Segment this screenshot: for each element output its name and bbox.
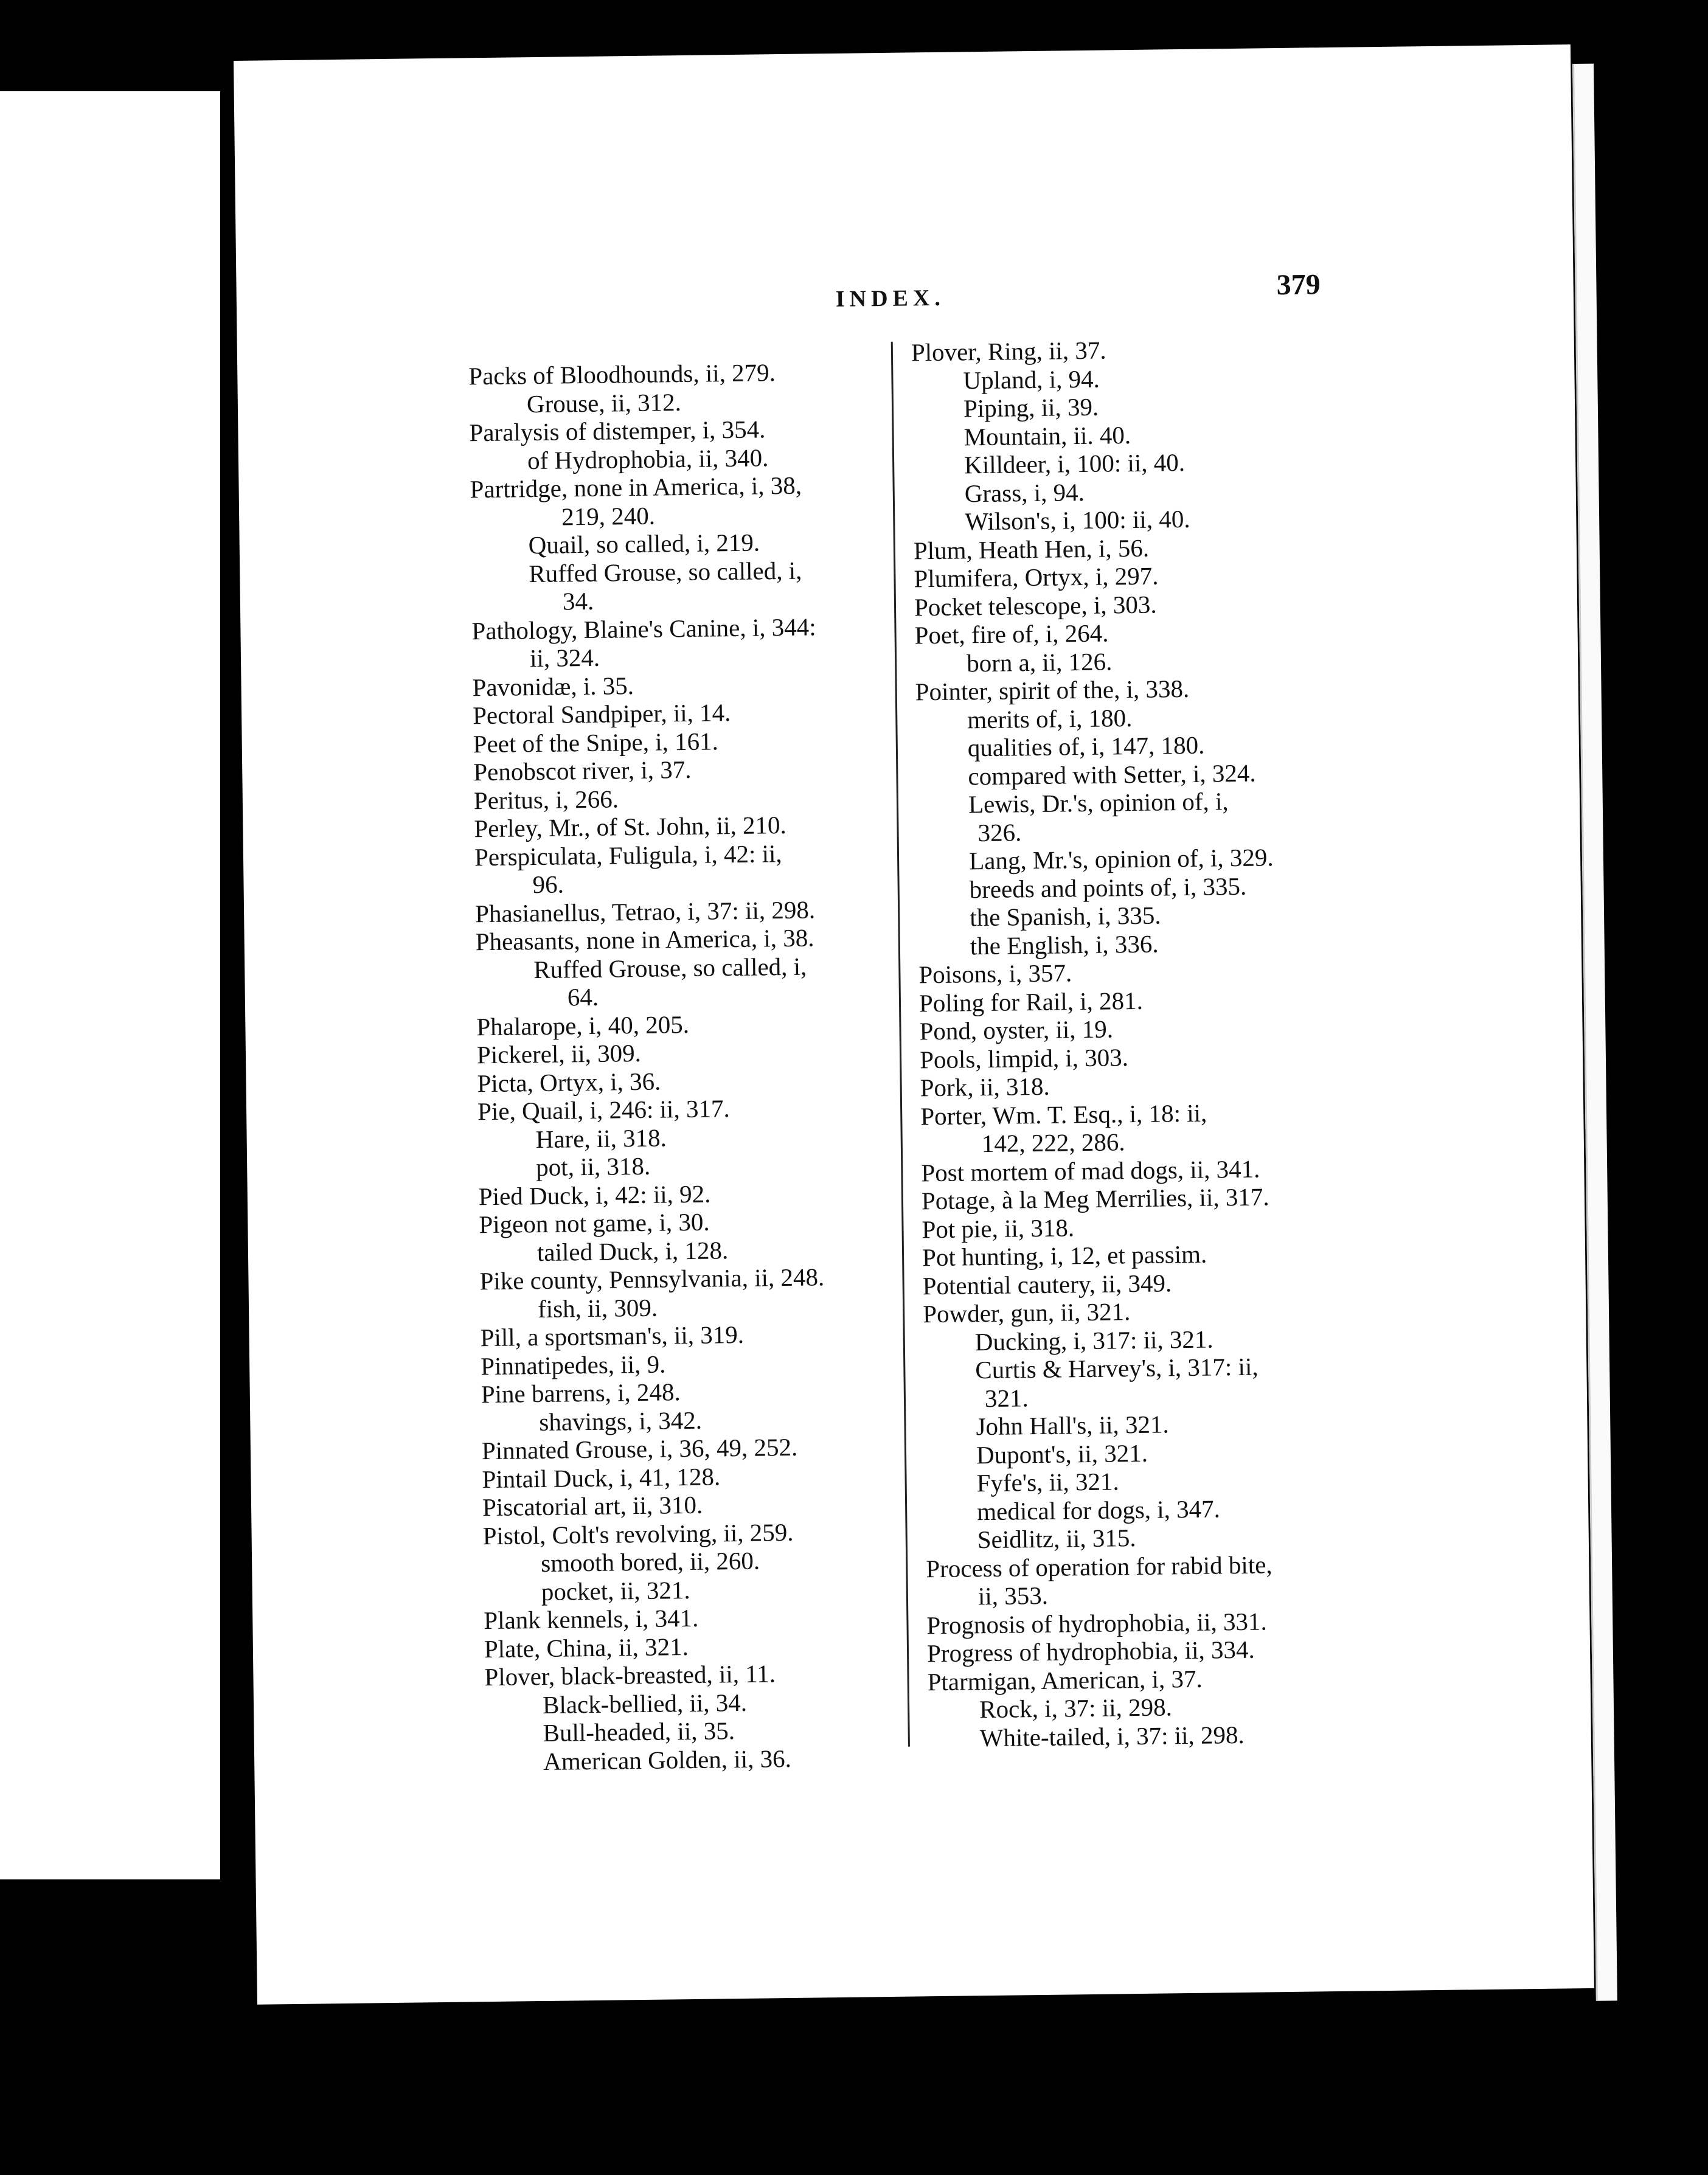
index-entry: Lang, Mr.'s, opinion of, i, 329. (968, 843, 1274, 875)
index-entry: Wilson's, i, 100: ii, 40. (965, 504, 1190, 536)
index-entry: 326. (977, 817, 1022, 847)
index-entry: Perley, Mr., of St. John, ii, 210. (474, 810, 786, 843)
index-entry: Lewis, Dr.'s, opinion of, i, (968, 787, 1229, 819)
index-entry: Pintail Duck, i, 41, 128. (482, 1462, 721, 1493)
index-entry: pocket, ii, 321. (541, 1575, 690, 1606)
index-entry: Dupont's, ii, 321. (976, 1438, 1148, 1469)
index-entry: 34. (562, 586, 594, 616)
index-entry: White-tailed, i, 37: ii, 298. (979, 1720, 1245, 1752)
page-number: 379 (1276, 268, 1321, 302)
index-entry: Potential cautery, ii, 349. (922, 1268, 1172, 1300)
index-entry: medical for dogs, i, 347. (976, 1494, 1221, 1525)
index-entry: Pork, ii, 318. (920, 1072, 1050, 1102)
running-header: INDEX. (835, 285, 946, 312)
index-entry: 96. (532, 870, 564, 899)
index-entry: Perspiculata, Fuligula, i, 42: ii, (474, 839, 782, 871)
index-entry: Quail, so called, i, 219. (528, 528, 760, 560)
index-entry: Plover, Ring, ii, 37. (911, 336, 1106, 367)
index-entry: Phasianellus, Tetrao, i, 37: ii, 298. (474, 895, 816, 928)
index-entry: Plumifera, Ortyx, i, 297. (914, 561, 1159, 593)
index-entry: Post mortem of mad dogs, ii, 341. (921, 1154, 1260, 1187)
index-entry: Fyfe's, ii, 321. (976, 1467, 1119, 1497)
index-entry: Pond, oyster, ii, 19. (919, 1015, 1114, 1046)
index-entry: born a, ii, 126. (966, 647, 1113, 677)
index-entry: compared with Setter, i, 324. (968, 758, 1256, 790)
index-entry: ii, 353. (977, 1581, 1049, 1611)
index-entry: the English, i, 336. (970, 929, 1159, 960)
index-entry: 321. (984, 1383, 1029, 1412)
index-entry: 219, 240. (561, 501, 656, 530)
index-entry: Ruffed Grouse, so called, i, (533, 952, 807, 983)
index-entry: John Hall's, ii, 321. (976, 1410, 1169, 1441)
index-entry: Grouse, ii, 312. (526, 387, 682, 418)
index-entry: breeds and points of, i, 335. (969, 872, 1247, 903)
index-entry: Black-bellied, ii, 34. (542, 1688, 748, 1719)
index-entry: Ruffed Grouse, so called, i, (529, 556, 802, 588)
index-entry: merits of, i, 180. (967, 703, 1133, 734)
index-entry: Plank kennels, i, 341. (484, 1603, 699, 1635)
index-entry: Upland, i, 94. (963, 364, 1100, 394)
index-entry: Ptarmigan, American, i, 37. (927, 1664, 1203, 1696)
index-entry: Piscatorial art, ii, 310. (482, 1490, 703, 1522)
index-entry: Hare, ii, 318. (535, 1123, 667, 1153)
index-entry: Process of operation for rabid bite, (926, 1550, 1272, 1583)
index-entry: Plover, black-breasted, ii, 11. (484, 1659, 776, 1691)
index-entry: Penobscot river, i, 37. (473, 755, 692, 786)
index-entry: qualities of, i, 147, 180. (967, 730, 1205, 762)
index-entry: Mountain, ii. 40. (963, 420, 1131, 451)
index-entry: pot, ii, 318. (535, 1151, 651, 1182)
index-entry: Pike county, Pennsylvania, ii, 248. (479, 1263, 825, 1296)
index-entry: Ducking, i, 317: ii, 321. (974, 1324, 1213, 1356)
index-entry: shavings, i, 342. (539, 1406, 703, 1436)
index-entry: Peet of the Snipe, i, 161. (473, 726, 719, 758)
index-entry: fish, ii, 309. (537, 1293, 658, 1323)
index-entry: Pickerel, ii, 309. (476, 1038, 642, 1069)
index-entry: Poet, fire of, i, 264. (914, 619, 1109, 650)
index-entry: Pinnatipedes, ii, 9. (480, 1349, 666, 1380)
index-entry: Pocket telescope, i, 303. (914, 590, 1157, 621)
index-entry: Progress of hydrophobia, ii, 334. (926, 1635, 1255, 1668)
index-column-right (911, 332, 1427, 1752)
index-entry: Pathology, Blaine's Canine, i, 344: (471, 612, 816, 645)
index-entry: tailed Duck, i, 128. (536, 1235, 729, 1266)
index-entry: of Hydrophobia, ii, 340. (527, 443, 769, 474)
index-entry: Prognosis of hydrophobia, ii, 331. (926, 1606, 1267, 1639)
index-entry: smooth bored, ii, 260. (540, 1546, 760, 1578)
facing-page-edge (0, 91, 220, 1879)
index-entry: Phalarope, i, 40, 205. (476, 1010, 690, 1041)
index-entry: Partridge, none in America, i, 38, (470, 471, 802, 504)
index-entry: Seidlitz, ii, 315. (977, 1524, 1136, 1554)
index-entry: Pectoral Sandpiper, ii, 14. (472, 698, 731, 730)
index-entry: Potage, à la Meg Merrilies, ii, 317. (921, 1182, 1269, 1215)
index-entry: Poling for Rail, i, 281. (918, 986, 1144, 1017)
index-entry: 64. (567, 982, 599, 1011)
index-entry: Pointer, spirit of the, i, 338. (915, 674, 1190, 706)
index-entry: American Golden, ii, 36. (543, 1744, 792, 1775)
index-entry: Pie, Quail, i, 246: ii, 317. (477, 1094, 730, 1126)
index-entry: Peritus, i, 266. (473, 784, 619, 814)
index-entry: Poisons, i, 357. (918, 959, 1072, 989)
index-entry: Bull-headed, ii, 35. (543, 1716, 735, 1747)
index-entry: Picta, Ortyx, i, 36. (477, 1067, 661, 1097)
index-entry: Pot pie, ii, 318. (922, 1213, 1075, 1243)
index-entry: Porter, Wm. T. Esq., i, 18: ii, (920, 1098, 1207, 1130)
index-entry: Packs of Bloodhounds, ii, 279. (468, 358, 776, 390)
index-entry: Piping, ii, 39. (963, 392, 1099, 423)
index-entry: Pinnated Grouse, i, 36, 49, 252. (481, 1432, 798, 1465)
index-entry: Killdeer, i, 100: ii, 40. (963, 448, 1186, 479)
index-entry: the Spanish, i, 335. (970, 901, 1161, 932)
book-page (234, 44, 1594, 2005)
index-entry: Pied Duck, i, 42: ii, 92. (478, 1179, 711, 1210)
index-entry: ii, 324. (529, 643, 600, 673)
index-entry: Plum, Heath Hen, i, 56. (913, 533, 1150, 564)
index-entry: 142, 222, 286. (981, 1128, 1125, 1158)
index-entry: Pigeon not game, i, 30. (479, 1207, 710, 1239)
index-entry: Pistol, Colt's revolving, ii, 259. (482, 1518, 794, 1550)
index-entry: Pine barrens, i, 248. (481, 1378, 681, 1409)
index-entry: Pavonidæ, i. 35. (472, 671, 634, 701)
index-entry: Pill, a sportsman's, ii, 319. (480, 1320, 745, 1352)
index-entry: Paralysis of distemper, i, 354. (469, 415, 766, 447)
index-entry: Grass, i, 94. (964, 477, 1085, 507)
index-entry: Pot hunting, i, 12, et passim. (922, 1240, 1207, 1272)
index-entry: Powder, gun, ii, 321. (922, 1297, 1131, 1328)
index-entry: Plate, China, ii, 321. (484, 1632, 689, 1663)
index-entry: Curtis & Harvey's, i, 317: ii, (975, 1352, 1258, 1384)
index-entry: Rock, i, 37: ii, 298. (979, 1693, 1173, 1724)
index-entry: Pheasants, none in America, i, 38. (475, 923, 814, 956)
index-entry: Pools, limpid, i, 303. (919, 1042, 1129, 1074)
